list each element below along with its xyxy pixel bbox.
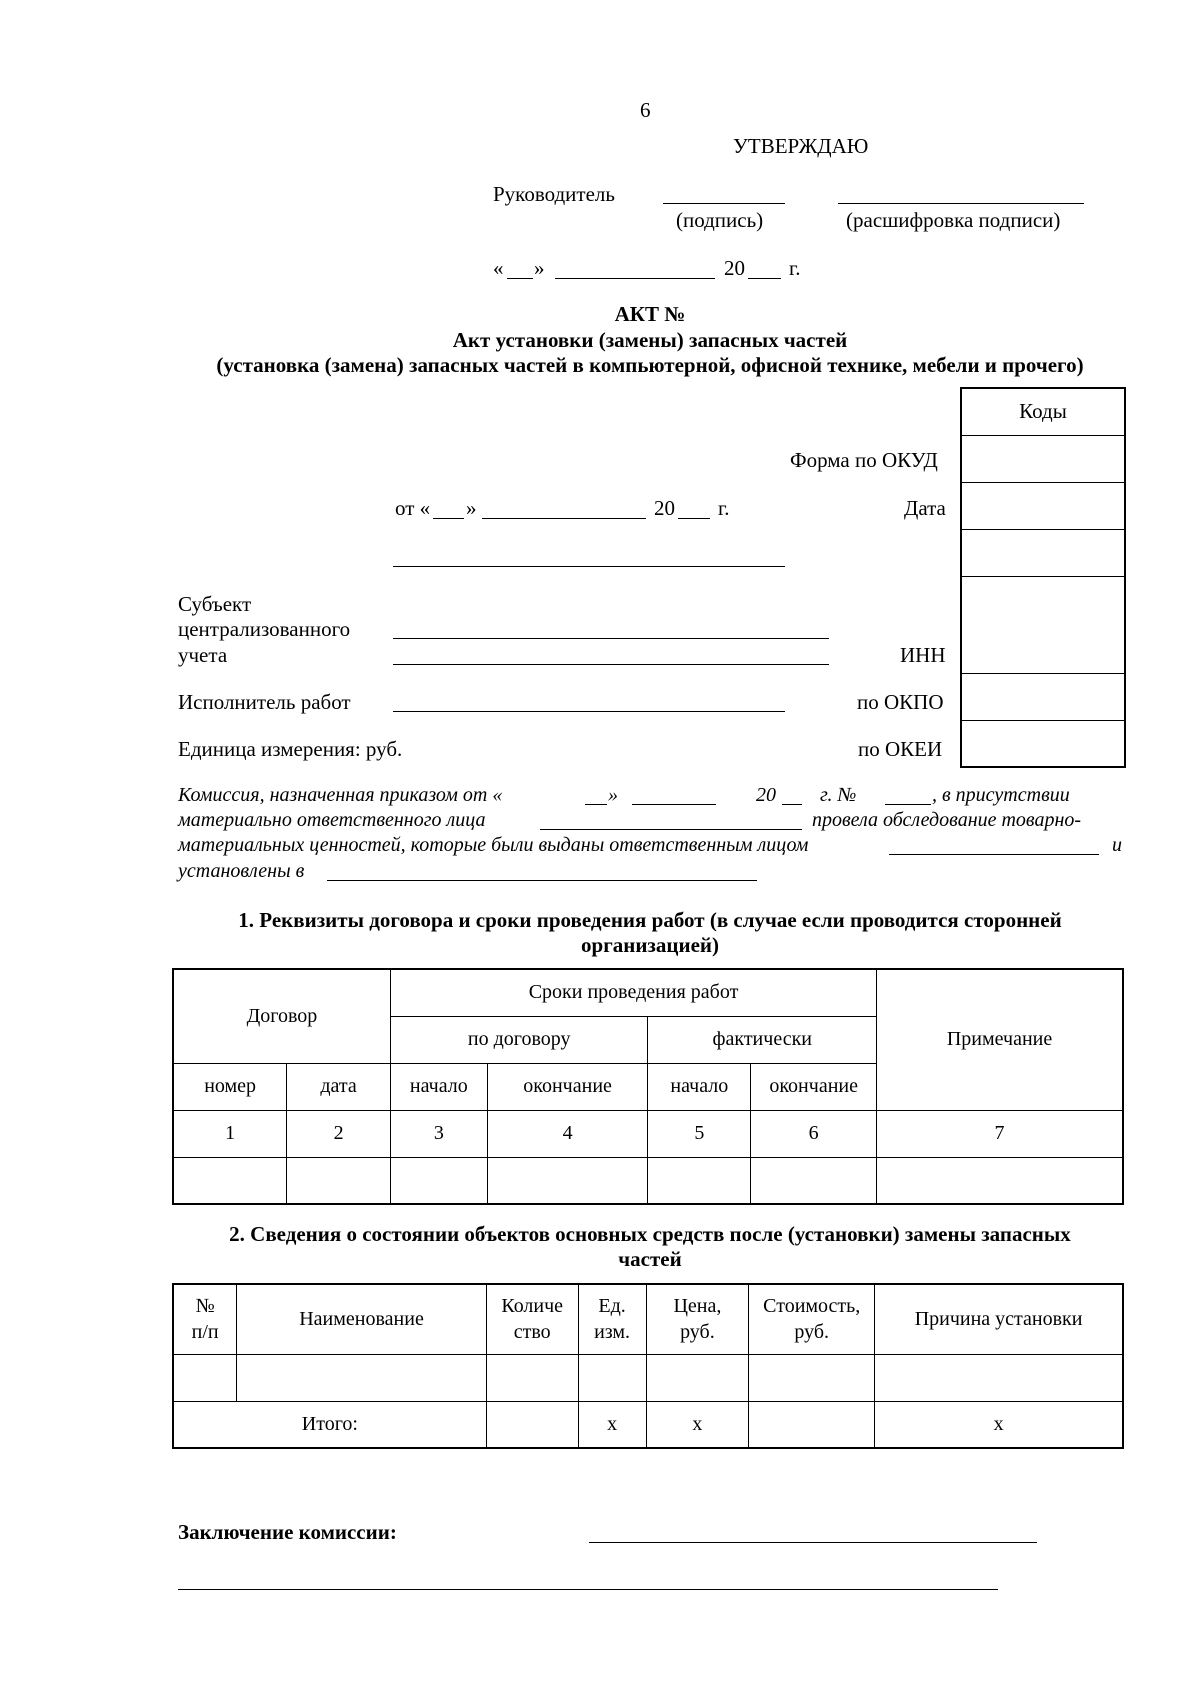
cell-start-actual[interactable] [648,1157,751,1204]
subject-label-3: учета [178,643,228,667]
commission-line3-a: материальных ценностей, которые были выданы ответственным лицом [178,834,809,856]
from-year-line[interactable] [678,518,710,519]
commission-line1-a: Комиссия, назначенная приказом от « [178,784,503,806]
executor-label: Исполнитель работ [178,690,351,714]
col-start-contract: начало [390,1063,487,1110]
from-day-line[interactable] [433,518,464,519]
total-label: Итого: [173,1401,486,1448]
date-cell[interactable] [961,482,1125,529]
subject-label-1: Субъект [178,592,252,616]
contract-table [172,968,1124,1205]
spare-parts-table [172,1283,1124,1449]
commission-line4-a: установлены в [178,860,305,882]
col-num-2: 2 [287,1110,391,1157]
date-label: Дата [904,496,946,520]
commission-installed-line[interactable] [327,880,757,881]
subject-label-2: централизованного [178,617,351,641]
cell-note[interactable] [877,1157,1123,1204]
cell-number[interactable] [173,1157,287,1204]
okud-cell[interactable] [961,435,1125,482]
col-number: номер [173,1063,287,1110]
signature-decode-line[interactable] [838,203,1084,204]
codes-header: Коды [961,388,1125,435]
okei-label: по ОКЕИ [858,737,943,761]
cell-date[interactable] [287,1157,391,1204]
from-year: 20 [654,496,675,520]
page-number: 6 [640,98,651,122]
signature-decode-caption: (расшифровка подписи) [846,208,1061,232]
section1-heading-2: организацией) [581,933,719,957]
commission-line1-d: г. № [820,784,857,806]
col-end-actual: окончание [751,1063,877,1110]
section2-heading-1: 2. Сведения о состоянии объектов основных средств после (установки) замены запасных [229,1222,1071,1246]
commission-line3-b: и [1112,834,1122,856]
col-num-4: 4 [487,1110,648,1157]
cell-unit[interactable] [578,1354,646,1401]
col-num-1: 1 [173,1110,287,1157]
col-actual: фактически [648,1016,877,1063]
approval-date-close: » [534,256,545,280]
from-prefix: от « [395,496,431,520]
cell-reason[interactable] [875,1354,1123,1401]
section1-heading-1: 1. Реквизиты договора и сроки проведения работ (в случае если проводится сторонней [238,908,1062,932]
approval-date-open: « [493,256,504,280]
okud-label: Форма по ОКУД [790,448,938,472]
cell-qty[interactable] [486,1354,578,1401]
col-date: дата [287,1063,391,1110]
conclusion-label: Заключение комиссии: [178,1520,397,1544]
commission-year-line[interactable] [782,804,802,805]
col-terms: Сроки проведения работ [390,969,876,1016]
col-reason: Причина установки [875,1284,1123,1354]
conclusion-line-2[interactable] [178,1589,998,1590]
total-reason-x: x [875,1401,1123,1448]
total-price-x: x [646,1401,749,1448]
act-number-title: АКТ № [614,302,686,326]
okpo-cell[interactable] [961,673,1125,720]
col-cost: Стоимость, руб. [749,1284,875,1354]
col-num-5: 5 [648,1110,751,1157]
codes-table [960,387,1126,768]
total-qty[interactable] [486,1401,578,1448]
approval-title: УТВЕРЖДАЮ [733,134,869,158]
inn-label: ИНН [900,643,946,667]
commission-month-line[interactable] [632,804,716,805]
approval-date-year: 20 [724,256,745,280]
commission-issued-line[interactable] [889,854,1099,855]
commission-line2-b: провела обследование товарно- [812,809,1082,831]
head-label: Руководитель [493,182,615,206]
conclusion-line-1[interactable] [589,1542,1037,1543]
commission-day-line[interactable] [585,804,607,805]
from-close: » [466,496,477,520]
blank-code-cell[interactable] [961,529,1125,576]
col-num-6: 6 [751,1110,877,1157]
approval-date-suffix: г. [789,256,801,280]
cell-no[interactable] [173,1354,237,1401]
signature-line[interactable] [663,203,785,204]
approval-year-line[interactable] [748,278,781,279]
section2-heading-2: частей [618,1247,682,1271]
signature-caption: (подпись) [676,208,764,232]
cell-end-contract[interactable] [487,1157,648,1204]
commission-responsible-line[interactable] [540,829,802,830]
total-cost[interactable] [749,1401,875,1448]
col-contract: Договор [173,969,390,1063]
commission-order-no-line[interactable] [885,804,931,805]
from-month-line[interactable] [482,518,646,519]
table-row [173,1157,1123,1204]
cell-name[interactable] [237,1354,486,1401]
subject-line-1[interactable] [393,638,829,639]
org-name-line[interactable] [393,566,785,567]
act-title-line1: Акт установки (замены) запасных частей [452,328,848,352]
col-no: № п/п [173,1284,237,1354]
subject-line-2[interactable] [393,664,829,665]
cell-start-contract[interactable] [390,1157,487,1204]
total-unit-x: x [578,1401,646,1448]
executor-line[interactable] [393,711,785,712]
okpo-label: по ОКПО [857,690,944,714]
act-title-line2: (установка (замена) запасных частей в компьютерной, офисной технике, мебели и прочего) [216,353,1084,377]
commission-line1-e: , в присутствии [932,784,1070,806]
col-unit: Ед. изм. [578,1284,646,1354]
col-end-contract: окончание [487,1063,648,1110]
col-num-7: 7 [877,1110,1123,1157]
inn-cell[interactable] [961,576,1125,673]
col-start-actual: начало [648,1063,751,1110]
commission-line1-c: 20 [756,784,776,806]
commission-line1-b: » [608,784,618,806]
cell-price[interactable] [646,1354,749,1401]
commission-line2-a: материально ответственного лица [178,809,486,831]
okei-cell[interactable] [961,720,1125,767]
col-note: Примечание [877,969,1123,1110]
col-num-3: 3 [390,1110,487,1157]
approval-month-line[interactable] [555,278,715,279]
cell-end-actual[interactable] [751,1157,877,1204]
table-row [173,1354,1123,1401]
cell-cost[interactable] [749,1354,875,1401]
unit-label: Единица измерения: руб. [178,737,403,761]
col-name: Наименование [237,1284,486,1354]
col-by-contract: по договору [390,1016,648,1063]
from-suffix: г. [718,496,730,520]
col-qty: Количе ство [486,1284,578,1354]
total-row [173,1401,1123,1448]
col-price: Цена, руб. [646,1284,749,1354]
approval-day-line[interactable] [507,278,533,279]
